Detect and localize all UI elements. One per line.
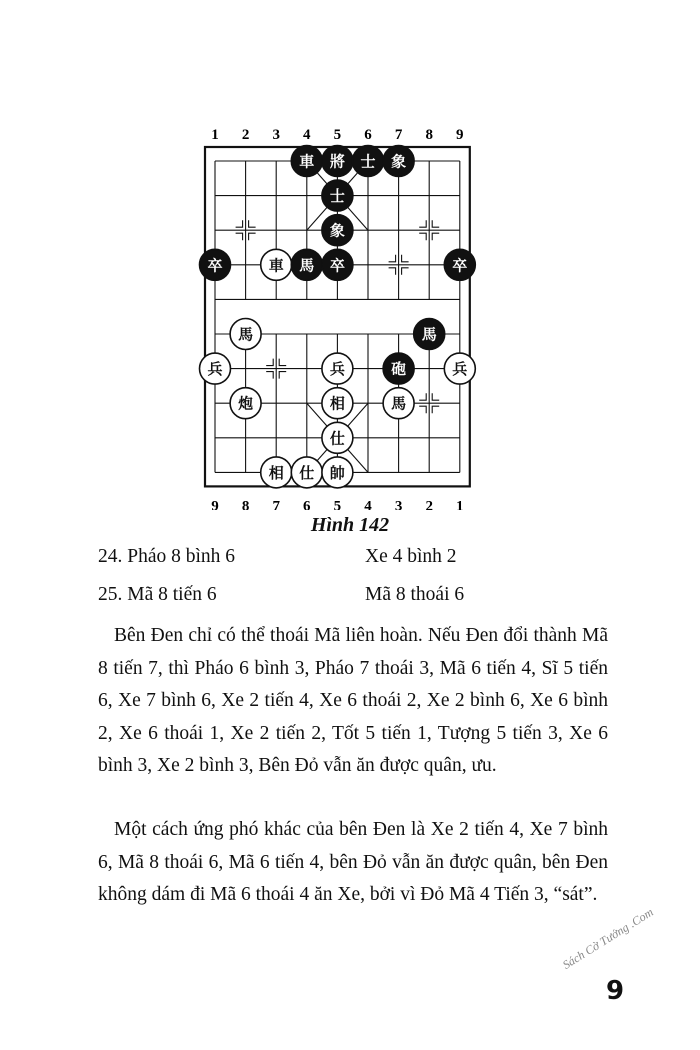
- red-piece: [261, 457, 292, 488]
- red-piece: [230, 388, 261, 419]
- piece-label: 車: [268, 256, 284, 275]
- file-number: 7: [394, 127, 403, 143]
- piece-label: 士: [360, 152, 376, 171]
- red-move: 25. Mã 8 tiến 6: [98, 584, 217, 605]
- xiangqi-diagram: [0, 0, 700, 510]
- piece-label: 馬: [238, 325, 254, 344]
- position-marker: [432, 393, 439, 400]
- piece-label: 馬: [391, 394, 407, 413]
- piece-label: 炮: [238, 394, 254, 413]
- position-marker: [419, 393, 426, 400]
- piece-label: 兵: [329, 360, 345, 379]
- piece-label: 卒: [329, 256, 345, 275]
- move-row: [98, 584, 618, 622]
- commentary-paragraph: [98, 620, 608, 783]
- red-piece: [322, 457, 353, 488]
- commentary-paragraph: [98, 814, 608, 912]
- file-number: 8: [425, 127, 433, 143]
- file-number: 3: [394, 498, 403, 510]
- piece-label: 仕: [299, 463, 315, 482]
- black-piece: [322, 180, 353, 211]
- file-number: 2: [241, 127, 250, 143]
- black-piece: [383, 353, 414, 384]
- black-piece: [200, 249, 231, 280]
- black-piece: [322, 146, 353, 177]
- piece-label: 馬: [421, 325, 437, 344]
- piece-label: 仕: [329, 429, 345, 448]
- red-piece: [291, 457, 322, 488]
- red-piece: [444, 353, 475, 384]
- position-marker: [389, 268, 396, 275]
- red-piece: [200, 353, 231, 384]
- file-number: 1: [456, 498, 464, 510]
- file-numbers-top: [211, 127, 463, 143]
- move-list: [98, 546, 618, 622]
- black-move: Xe 4 bình 2: [365, 546, 457, 567]
- piece-label: 兵: [207, 360, 223, 379]
- position-marker: [419, 233, 426, 240]
- piece-label: 象: [329, 221, 345, 240]
- board-pieces: [200, 146, 476, 488]
- file-number: 5: [333, 498, 342, 510]
- piece-label: 將: [329, 152, 345, 171]
- watermark: Sách Cờ Tướng .Com: [560, 904, 656, 972]
- page-number: 9: [606, 976, 625, 1006]
- red-piece: [383, 388, 414, 419]
- file-number: 1: [211, 127, 219, 143]
- red-move: 24. Pháo 8 bình 6: [98, 546, 236, 567]
- piece-label: 帥: [329, 463, 345, 482]
- paragraph-text: Một cách ứng phó khác của bên Đen là Xe 2 tiến 4, Xe 7 bình 6, Mã 8 thoái 6, Mã 6 tiến 4, bên Đỏ vẫn ăn được quân, bên Đen không dám đi Mã 6 thoái 4 ăn Xe, bởi vì Đỏ Mã 4 Tiến 3, “sát”.: [98, 819, 608, 905]
- file-numbers-bottom: [211, 498, 463, 510]
- piece-label: 卒: [207, 256, 223, 275]
- file-number: 9: [211, 498, 219, 510]
- black-piece: [353, 146, 384, 177]
- file-number: 4: [364, 498, 372, 510]
- red-piece: [230, 319, 261, 350]
- black-piece: [444, 249, 475, 280]
- black-piece: [291, 146, 322, 177]
- file-number: 8: [241, 498, 250, 510]
- file-number: 6: [364, 127, 372, 143]
- position-marker: [389, 255, 396, 262]
- position-marker: [249, 233, 256, 240]
- black-piece: [322, 215, 353, 246]
- red-piece: [322, 422, 353, 453]
- position-marker: [402, 268, 409, 275]
- piece-label: 砲: [391, 360, 407, 379]
- file-number: 9: [456, 127, 464, 143]
- position-marker: [432, 233, 439, 240]
- black-move: Mã 8 thoái 6: [365, 584, 465, 605]
- position-marker: [266, 372, 273, 379]
- piece-label: 相: [268, 463, 284, 482]
- figure-caption: Hình 142: [310, 514, 390, 536]
- piece-label: 車: [299, 152, 315, 171]
- file-number: 4: [303, 127, 311, 143]
- black-piece: [383, 146, 414, 177]
- black-piece: [291, 249, 322, 280]
- piece-label: 兵: [452, 360, 468, 379]
- position-marker: [402, 255, 409, 262]
- piece-label: 士: [329, 187, 345, 206]
- position-marker: [236, 233, 243, 240]
- position-marker: [279, 359, 286, 366]
- black-piece: [414, 319, 445, 350]
- position-marker: [419, 220, 426, 227]
- position-marker: [236, 220, 243, 227]
- move-row: [98, 546, 618, 584]
- red-piece: [322, 388, 353, 419]
- red-piece: [261, 249, 292, 280]
- position-marker: [266, 359, 273, 366]
- position-marker: [419, 406, 426, 413]
- file-number: 5: [333, 127, 342, 143]
- piece-label: 象: [391, 152, 407, 171]
- position-marker: [279, 372, 286, 379]
- position-marker: [432, 220, 439, 227]
- piece-label: 相: [329, 394, 345, 413]
- piece-label: 馬: [299, 256, 315, 275]
- piece-label: 卒: [452, 256, 468, 275]
- position-marker: [249, 220, 256, 227]
- black-piece: [322, 249, 353, 280]
- file-number: 2: [425, 498, 433, 510]
- file-number: 6: [303, 498, 311, 510]
- xiangqi-board: [0, 0, 700, 510]
- file-number: 3: [272, 127, 280, 143]
- file-number: 7: [272, 498, 280, 510]
- paragraph-text: Bên Đen chỉ có thể thoái Mã liên hoàn. Nếu Đen đổi thành Mã 8 tiến 7, thì Pháo 6 bình 3, Pháo 7 thoái 3, Mã 6 tiến 4, Sĩ 5 tiến 6, Xe 7 bình 6, Xe 2 tiến 4, Xe 6 thoái 2, Xe 2 bình 6, Xe 6 bình 2, Xe 6 thoái 1, Xe 2 tiến 2, Tốt 5 tiến 1, Tượng 5 tiến 3, Xe 6 bình 3, Xe 2 bình 3, Bên Đỏ vẫn ăn được quân, ưu.: [98, 625, 608, 776]
- red-piece: [322, 353, 353, 384]
- position-marker: [432, 406, 439, 413]
